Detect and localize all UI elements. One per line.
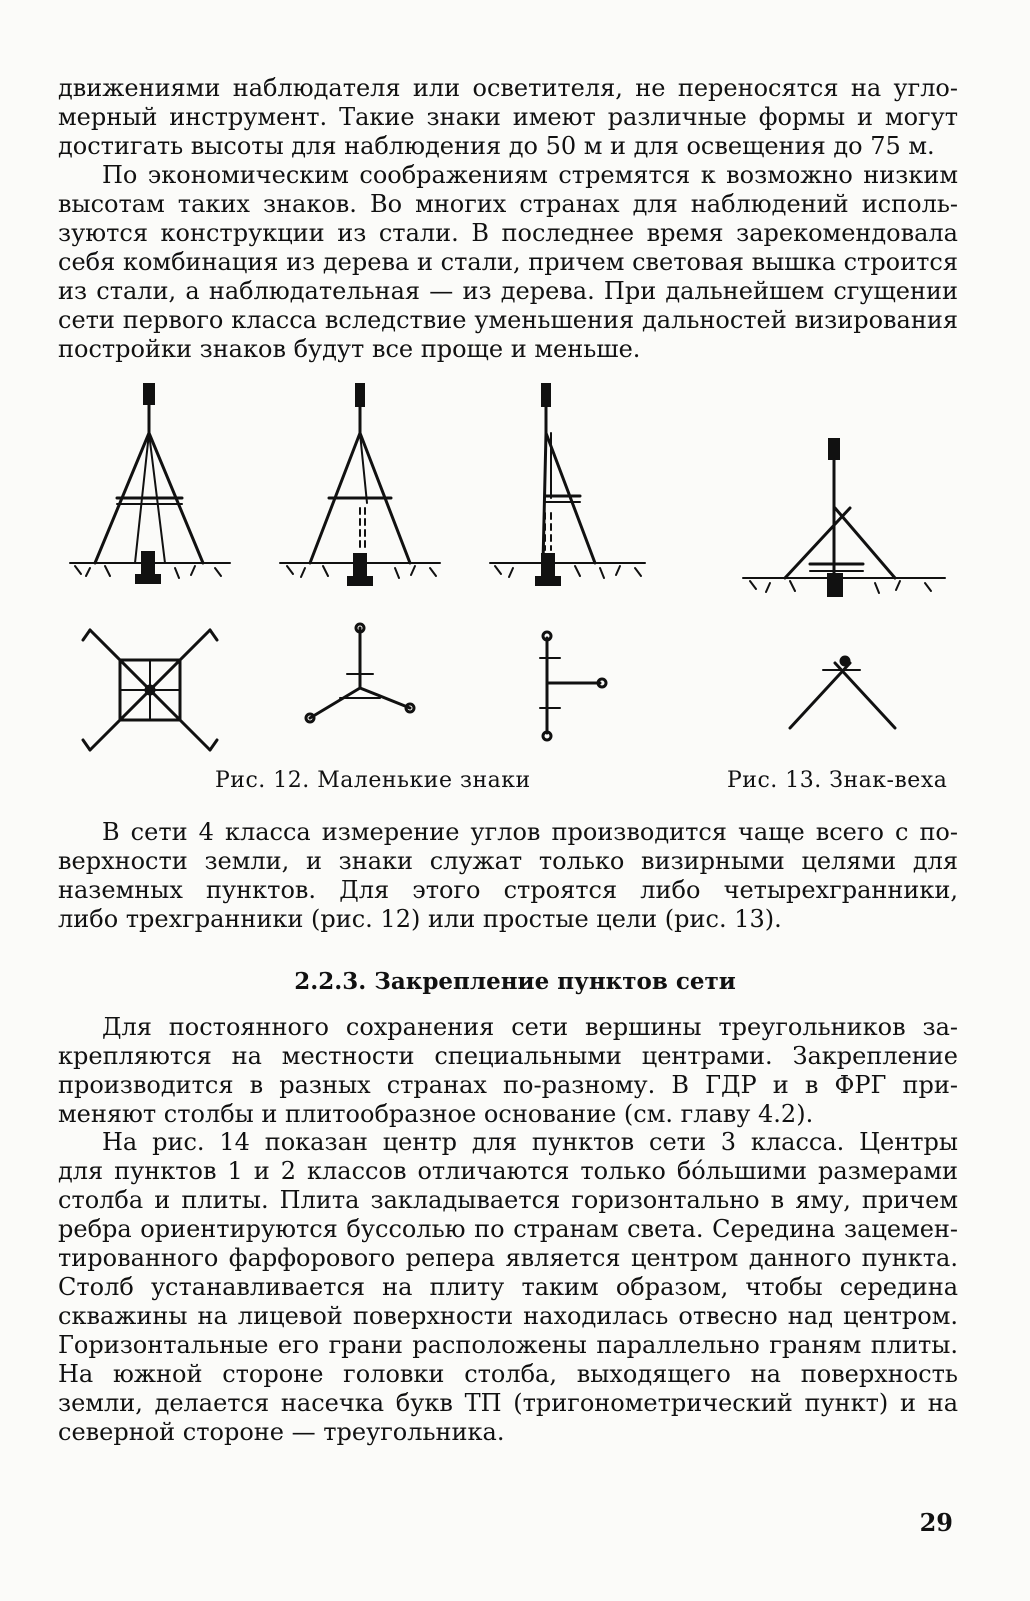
- text-line: Для постоянного сохранения сети вершины треугольников за-: [102, 1013, 958, 1041]
- paragraph-center-description: [58, 1128, 958, 1447]
- sign-plan-four-leg: [83, 630, 217, 750]
- paragraph-continuation: [58, 74, 958, 161]
- text-line: либо трехгранники (рис. 12) или простые цели (рис. 13).: [58, 905, 782, 933]
- text-line: Столб устанавливается на плиту таким образом, чтобы середина: [58, 1273, 958, 1301]
- text-line: тированного фарфорового репера является центром данного пункта.: [58, 1244, 958, 1272]
- text-line: мерный инструмент. Такие знаки имеют различные формы и могут: [58, 103, 958, 131]
- text-line: для пунктов 1 и 2 классов отличаются только бóльшими размерами: [58, 1157, 958, 1185]
- text-line: движениями наблюдателя или осветителя, не переносятся на угло-: [58, 74, 958, 102]
- figure-12-caption: Рис. 12. Маленькие знаки: [215, 768, 531, 793]
- sign-elevation-tripod-b: [490, 383, 645, 586]
- page-number: 29: [919, 1508, 953, 1537]
- text-line: столба и плиты. Плита закладывается горизонтально в яму, причем: [58, 1186, 958, 1214]
- text-line: меняют столбы и плитообразное основание (см. главу 4.2).: [58, 1100, 814, 1128]
- text-line: зуются конструкции из стали. В последнее время зарекомендовала: [58, 219, 958, 247]
- text-line: северной стороне — треугольника.: [58, 1418, 505, 1446]
- text-line: земли, делается насечка букв ТП (тригонометрический пункт) и на: [58, 1389, 958, 1417]
- pole-sign-elevation: [743, 438, 945, 597]
- text-line: На рис. 14 показан центр для пунктов сети 3 класса. Центры: [102, 1128, 958, 1156]
- text-line: На южной стороне головки столба, выходящего на поверхность: [58, 1360, 958, 1388]
- figures-12-13: [55, 378, 975, 793]
- text-line: высотам таких знаков. Во многих странах для наблюдений исполь-: [58, 190, 958, 218]
- paragraph-monumentation: [58, 1013, 958, 1129]
- text-line: сети первого класса вследствие уменьшения дальностей визирования: [58, 306, 958, 334]
- text-line: производится в разных странах по-разному. В ГДР и в ФРГ при-: [58, 1071, 958, 1099]
- pole-sign-plan: [790, 657, 895, 728]
- sign-elevation-tripod-a: [280, 383, 440, 586]
- text-line: себя комбинация из дерева и стали, причем световая вышка строится: [58, 248, 958, 276]
- text-line: В сети 4 класса измерение углов производится чаще всего с по-: [102, 818, 958, 846]
- text-line: крепляются на местности специальными центрами. Закрепление: [58, 1042, 958, 1070]
- paragraph-class-4: [58, 818, 958, 934]
- text-line: ребра ориентируются буссолью по странам света. Середина зацемен-: [58, 1215, 958, 1243]
- sign-plan-tripod-b: [540, 632, 606, 740]
- figure-13-caption: Рис. 13. Знак-веха: [727, 768, 948, 793]
- text-line: из стали, а наблюдательная — из дерева. При дальнейшем сгущении: [58, 277, 958, 305]
- text-line: достигать высоты для наблюдения до 50 м и для освещения до 75 м.: [58, 132, 935, 160]
- section-heading: 2.2.3. Закрепление пунктов сети: [294, 968, 736, 995]
- text-line: постройки знаков будут все проще и меньше.: [58, 335, 641, 363]
- sign-elevation-four-leg: [70, 383, 230, 584]
- text-line: По экономическим соображениям стремятся к возможно низким: [102, 161, 958, 189]
- text-line: Горизонтальные его грани расположены параллельно граням плиты.: [58, 1331, 958, 1359]
- text-line: верхности земли, и знаки служат только визирными целями для: [58, 847, 958, 875]
- sign-plan-tripod-a: [306, 624, 414, 722]
- figure-drawings: [55, 378, 975, 773]
- text-line: скважины на лицевой поверхности находилась отвесно над центром.: [58, 1302, 958, 1330]
- paragraph-economics: [58, 161, 958, 364]
- text-line: наземных пунктов. Для этого строятся либо четырехгранники,: [58, 876, 958, 904]
